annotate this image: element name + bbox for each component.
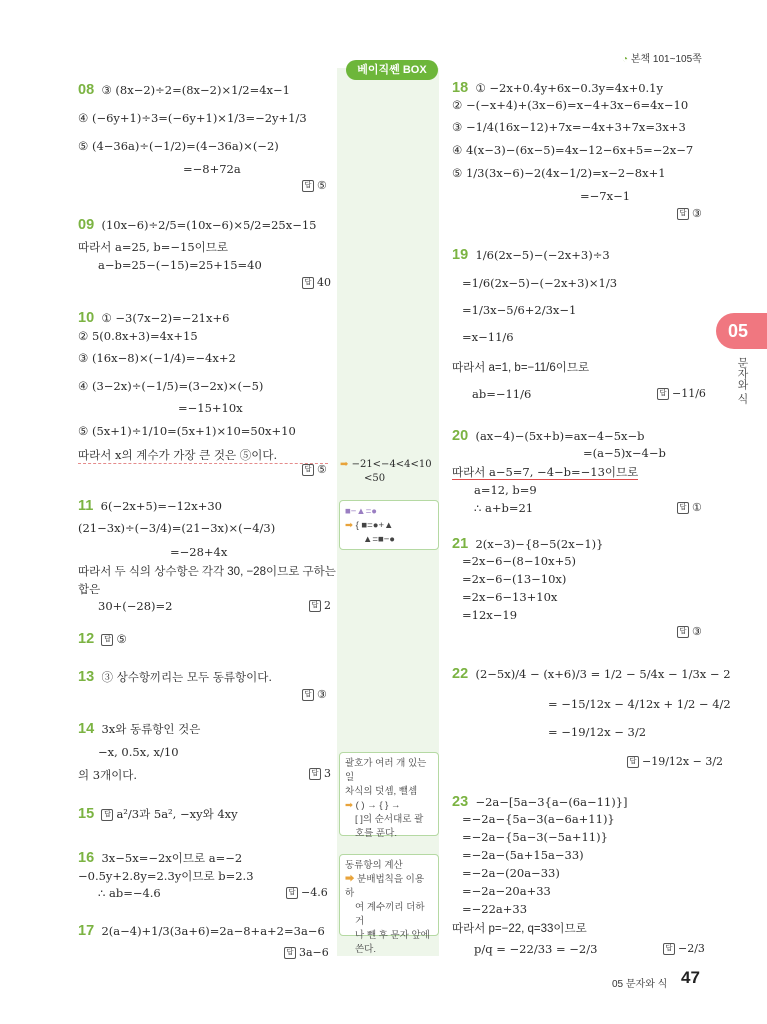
arrow-icon: ➡ (345, 800, 353, 811)
solution-line: 따라서 a=25, b=−15이므로 (78, 240, 229, 254)
answer: 답 ⑤ (302, 463, 327, 476)
solution-line: ⑤ (5x+1)÷1/10=(5x+1)×10=50x+10 (78, 424, 296, 438)
answer-mark-icon: 답 (302, 464, 314, 476)
solution-line: 합은 (78, 584, 101, 596)
solution-line: −0.5y+2.8y=2.3y이므로 b=2.3 (78, 869, 254, 883)
answer: 답 −4.6 (286, 886, 328, 899)
solution-line: 30+(−28)=2 (98, 599, 173, 613)
solution-line: ④ (−6y+1)÷3=(−6y+1)×1/3=−2y+1/3 (78, 111, 307, 125)
answer-mark-icon: 답 (101, 809, 113, 821)
problem-17: 17 2(a−4)+1/3(3a+6)=2a−8+a+2=3a−6 (78, 923, 325, 939)
answer-mark-icon: 답 (101, 634, 113, 646)
tip-like-terms: 동류항의 계산 ➡ 분배법칙을 이용하 여 계수끼리 더하거 나 뺀 후 문자 앞에 쓴다. (339, 854, 439, 936)
problem-08: 08 ③ (8x−2)÷2=(8x−2)×1/2=4x−1 (78, 82, 290, 98)
answer-mark-icon: 답 (657, 388, 669, 400)
chapter-tab-title: 문자와 식 (736, 357, 748, 405)
answer: 답 −11/6 (657, 387, 706, 400)
solution-line: =−7x−1 (580, 189, 631, 203)
arrow-icon: ➡ (345, 874, 355, 885)
solution-line: =12x−19 (462, 608, 518, 622)
chapter-tab[interactable]: 05 (716, 313, 767, 349)
solution-line: 따라서 x의 계수가 가장 큰 것은 ⑤이다. (78, 448, 278, 462)
answer-mark-icon: 답 (302, 689, 314, 701)
solution-line: ⑤ (4−36a)÷(−1/2)=(4−36a)×(−2) (78, 139, 279, 153)
solution-line: a−b=25−(−15)=25+15=40 (98, 258, 262, 272)
problem-16: 16 3x−5x=−2x이므로 a=−2 (78, 850, 243, 866)
answer: 답 −19/12x − 3/2 (627, 755, 723, 768)
solution-line: =2x−6−13+10x (462, 590, 558, 604)
answer: 답 3a−6 (284, 946, 329, 959)
tip-brackets: 괄호가 여러 개 있는 일 차식의 덧셈, 뺄셈 ➡ ( ) → { } → [ ]의 순서대로 괄 호를 푼다. (339, 752, 439, 836)
solution-line: −x, 0.5x, x/10 (98, 745, 179, 759)
answer-mark-icon: 답 (286, 887, 298, 899)
solution-line: =1/3x−5/6+2/3x−1 (462, 303, 577, 317)
tip-shapes: ■−▲=● ➡ { ■=●+▲ ▲=■−● (339, 500, 439, 550)
solution-line: ③ −1/4(16x−12)+7x=−4x+3+7x=3x+3 (452, 120, 686, 134)
answer-mark-icon: 답 (677, 626, 689, 638)
box-title: 베이직쎈 BOX (346, 60, 438, 80)
solution-line: =2x−6−(8−10x+5) (462, 554, 577, 568)
solution-line: =−8+72a (183, 162, 241, 176)
answer: 답 −2/3 (663, 942, 705, 955)
solution-line: ③ (16x−8)×(−1/4)=−4x+2 (78, 351, 236, 365)
solution-line: =2x−6−(13−10x) (462, 572, 567, 586)
answer: 답 ③ (677, 625, 702, 638)
solution-line: ⑤ 1/3(3x−6)−2(4x−1/2)=x−2−8x+1 (452, 166, 666, 180)
answer-mark-icon: 답 (309, 600, 321, 612)
answer-mark-icon: 답 (677, 502, 689, 514)
solution-line: 따라서 두 식의 상수항은 각각 30, −28이므로 구하는 (78, 566, 336, 578)
page-number: 47 (681, 968, 700, 987)
solution-line: = −15/12x − 4/12x + 1/2 − 4/2 (548, 697, 731, 711)
answer-mark-icon: 답 (284, 947, 296, 959)
answer: 답 2 (309, 599, 331, 612)
solution-line: ② 5(0.8x+3)=4x+15 (78, 329, 198, 343)
solution-line: =−28+4x (170, 545, 228, 559)
solution-line: ab=−11/6 (472, 387, 532, 401)
solution-line: 따라서 a=1, b=−11/6이므로 (452, 362, 590, 374)
arrow-icon: ➡ (345, 520, 353, 531)
book-icon: ◔ (622, 54, 629, 65)
solution-line: =−2a−(20a−33) (462, 866, 560, 880)
solution-line: =(a−5)x−4−b (583, 446, 666, 460)
problem-19: 19 1/6(2x−5)−(−2x+3)÷3 (452, 247, 610, 263)
solution-line: 의 3개이다. (78, 768, 138, 782)
solution-line: ∴ a+b=21 (474, 501, 534, 515)
answer: 답 ① (677, 501, 702, 514)
solution-line: p/q = −22/33 = −2/3 (474, 942, 598, 956)
solution-line: = −19/12x − 3/2 (548, 725, 647, 739)
problem-21: 21 2(x−3)−{8−5(2x−1)} (452, 536, 604, 552)
solution-line: (21−3x)÷(−3/4)=(21−3x)×(−4/3) (78, 521, 276, 535)
solution-line: 따라서 p=−22, q=33이므로 (452, 923, 587, 935)
arrow-icon: ➡ (340, 459, 349, 470)
solution-line: ② −(−x+4)+(3x−6)=x−4+3x−6=4x−10 (452, 98, 689, 112)
solution-line: ④ 4(x−3)−(6x−5)=4x−12−6x+5=−2x−7 (452, 143, 694, 157)
solution-line: =−15+10x (178, 401, 243, 415)
solution-line: =−22a+33 (462, 902, 528, 916)
solution-line: =−2a−{5a−3(−5a+11)} (462, 830, 608, 844)
solution-line: ④ (3−2x)÷(−1/5)=(3−2x)×(−5) (78, 379, 264, 393)
answer-mark-icon: 답 (302, 180, 314, 192)
problem-09: 09 (10x−6)÷2/5=(10x−6)×5/2=25x−15 (78, 217, 317, 233)
problem-23: 23 −2a−[5a−3{a−(6a−11)}] (452, 794, 628, 810)
answer: 답 40 (302, 276, 331, 289)
answer-mark-icon: 답 (309, 768, 321, 780)
answer-mark-icon: 답 (663, 943, 675, 955)
problem-22: 22 (2−5x)/4 − (x+6)/3 = 1/2 − 5/4x − 1/3x − 2 (452, 666, 731, 682)
problem-12: 12 답 ⑤ (78, 631, 127, 647)
problem-10: 10 ① −3(7x−2)=−21x+6 (78, 310, 230, 326)
divider (78, 463, 328, 464)
solution-line: ∴ ab=−4.6 (98, 886, 161, 900)
solution-line: =−2a−(5a+15a−33) (462, 848, 584, 862)
footer-chapter: 05 문자와 식 (612, 979, 668, 990)
tip-inequality: ➡ −21<−4<4<10 <50 (340, 459, 432, 484)
solution-line: =−2a−20a+33 (462, 884, 551, 898)
problem-15: 15 답 a²/3과 5a², −xy와 4xy (78, 806, 238, 822)
answer: 답 ③ (302, 688, 327, 701)
solution-line: 따라서 a−5=7, −4−b=−13이므로 (452, 465, 639, 479)
problem-14: 14 3x와 동류항인 것은 (78, 721, 201, 737)
problem-20: 20 (ax−4)−(5x+b)=ax−4−5x−b (452, 428, 645, 444)
answer: 답 ③ (677, 207, 702, 220)
solution-line: =1/6(2x−5)−(−2x+3)×1/3 (462, 276, 618, 290)
problem-18: 18 ① −2x+0.4y+6x−0.3y=4x+0.1y (452, 80, 663, 96)
solution-line: a=12, b=9 (474, 483, 537, 497)
solution-line: =x−11/6 (462, 330, 514, 344)
problem-13: 13 ③ 상수항끼리는 모두 동류항이다. (78, 669, 272, 685)
answer: 답 ⑤ (302, 179, 327, 192)
solution-line: =−2a−{5a−3(a−6a+11)} (462, 812, 615, 826)
answer: 답 3 (309, 767, 331, 780)
page-ref: ◔ 본책 101~105쪽 (622, 54, 702, 65)
answer-mark-icon: 답 (627, 756, 639, 768)
answer-mark-icon: 답 (302, 277, 314, 289)
answer-mark-icon: 답 (677, 208, 689, 220)
problem-11: 11 6(−2x+5)=−12x+30 (78, 498, 222, 514)
